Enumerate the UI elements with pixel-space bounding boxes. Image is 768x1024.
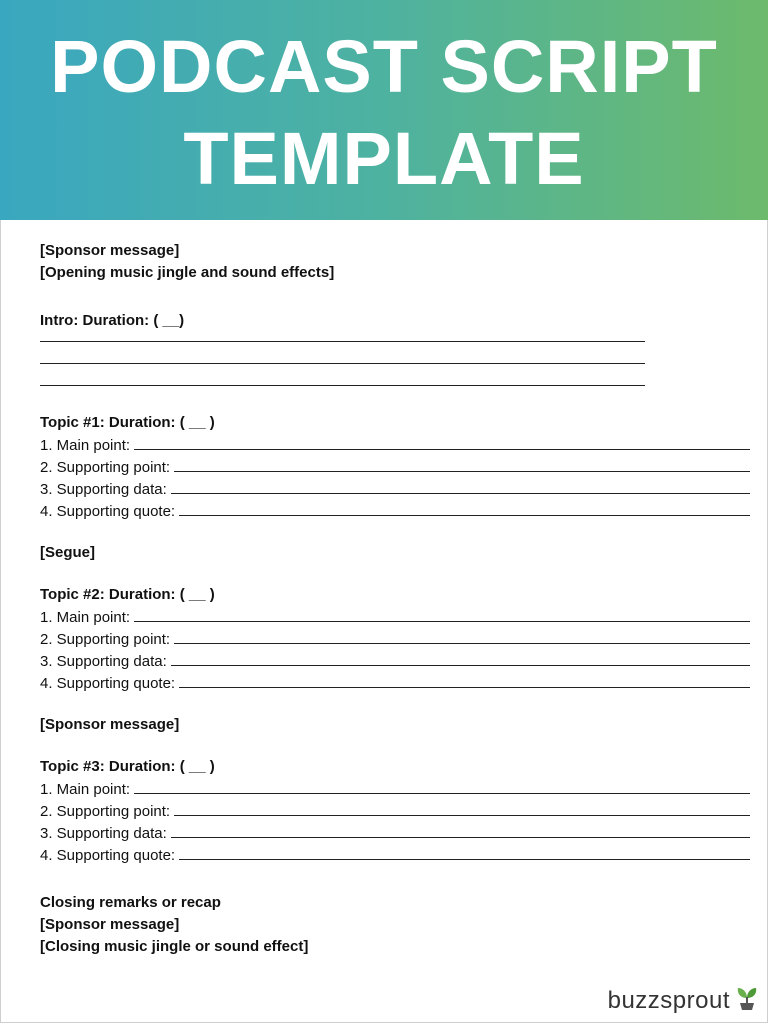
logo-text: buzzsprout bbox=[607, 986, 730, 1014]
topic1-item-label: 2. Supporting point: bbox=[40, 459, 171, 476]
topic1-heading: Topic #1: Duration: ( __ ) bbox=[40, 414, 215, 431]
topic2-item bbox=[40, 672, 750, 694]
buzzsprout-sprout-icon bbox=[734, 985, 760, 1016]
topic1-item bbox=[40, 434, 750, 456]
topic1-item-blank bbox=[174, 456, 750, 472]
topic3-item-blank bbox=[171, 822, 750, 838]
topic3-item-label: 4. Supporting quote: bbox=[40, 847, 176, 864]
topic3-heading: Topic #3: Duration: ( __ ) bbox=[40, 758, 215, 775]
intro-heading: Intro: Duration: ( __) bbox=[40, 312, 185, 329]
topic2-item-label: 2. Supporting point: bbox=[40, 631, 171, 648]
opening-music: [Opening music jingle and sound effects] bbox=[40, 264, 335, 281]
topic3-item-blank bbox=[134, 778, 750, 794]
topic1-item-blank bbox=[179, 500, 750, 516]
topic3-item bbox=[40, 822, 750, 844]
title-line-1: PODCAST SCRIPT bbox=[50, 25, 718, 108]
topic3-item-label: 2. Supporting point: bbox=[40, 803, 171, 820]
header-banner bbox=[0, 0, 768, 220]
topic2-item-label: 1. Main point: bbox=[40, 609, 131, 626]
topic1-item-blank bbox=[171, 478, 750, 494]
topic2-item-blank bbox=[134, 606, 750, 622]
closing-music: [Closing music jingle or sound effect] bbox=[40, 938, 309, 955]
topic1-item bbox=[40, 478, 750, 500]
topic1-item bbox=[40, 456, 750, 478]
topic2-heading: Topic #2: Duration: ( __ ) bbox=[40, 586, 215, 603]
script-content bbox=[40, 240, 750, 958]
topic3-item-blank bbox=[174, 800, 750, 816]
topic2-item-label: 4. Supporting quote: bbox=[40, 675, 176, 692]
segue-label: [Segue] bbox=[40, 544, 96, 561]
sponsor-message-closing: [Sponsor message] bbox=[40, 916, 180, 933]
topic2-item bbox=[40, 628, 750, 650]
topic3-item-label: 3. Supporting data: bbox=[40, 825, 167, 842]
intro-blank-line-1 bbox=[40, 332, 645, 342]
topic1-item-label: 3. Supporting data: bbox=[40, 481, 167, 498]
buzzsprout-logo bbox=[608, 985, 760, 1016]
sponsor-message-opening: [Sponsor message] bbox=[40, 242, 180, 259]
intro-blank-line-2 bbox=[40, 342, 645, 364]
topic2-item-blank bbox=[174, 628, 750, 644]
topic3-item bbox=[40, 800, 750, 822]
topic1-item bbox=[40, 500, 750, 522]
topic1-item-blank bbox=[134, 434, 750, 450]
topic3-item bbox=[40, 844, 750, 866]
topic3-item-label: 1. Main point: bbox=[40, 781, 131, 798]
topic2-item-label: 3. Supporting data: bbox=[40, 653, 167, 670]
topic1-item-label: 4. Supporting quote: bbox=[40, 503, 176, 520]
topic1-item-label: 1. Main point: bbox=[40, 437, 131, 454]
title-line-2: TEMPLATE bbox=[183, 117, 585, 200]
topic2-item-blank bbox=[171, 650, 750, 666]
closing-remarks: Closing remarks or recap bbox=[40, 894, 221, 911]
topic2-item-blank bbox=[179, 672, 750, 688]
topic3-item-blank bbox=[179, 844, 750, 860]
topic3-item bbox=[40, 778, 750, 800]
topic2-item bbox=[40, 650, 750, 672]
topic2-item bbox=[40, 606, 750, 628]
sponsor-message-mid: [Sponsor message] bbox=[40, 716, 180, 733]
intro-blank-line-3 bbox=[40, 364, 645, 386]
